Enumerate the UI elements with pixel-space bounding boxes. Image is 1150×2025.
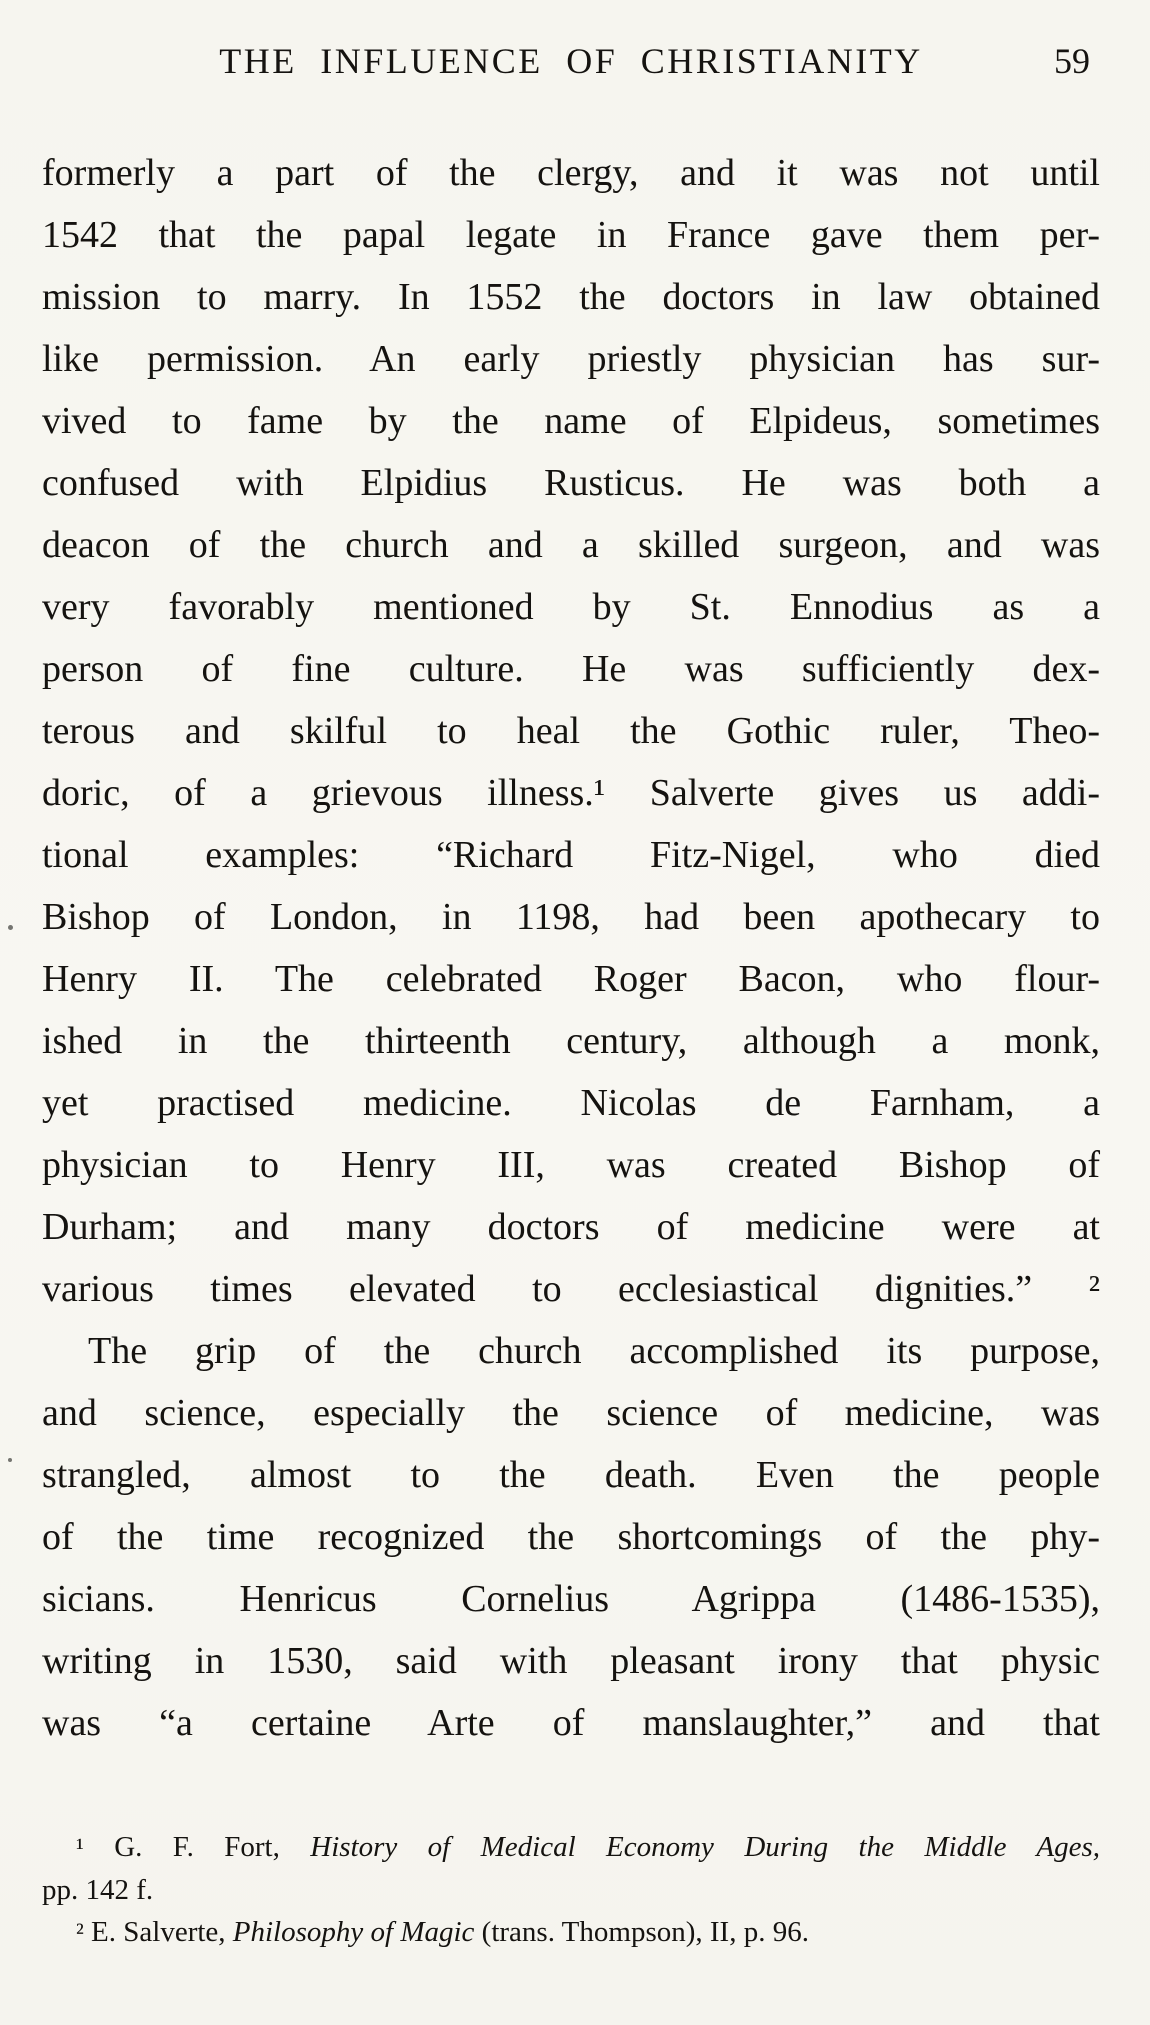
- text-line: vived to fame by the name of Elpideus, sometimes: [42, 400, 1100, 442]
- footnote: [42, 1826, 1100, 1869]
- running-header: [42, 36, 1100, 86]
- text-line: and science, especially the science of medicine, was: [42, 1392, 1100, 1434]
- text-line: of the time recognized the shortcomings of the phy-: [42, 1516, 1100, 1558]
- footnote-text: G. F. Fort,: [83, 1831, 311, 1863]
- page-number: 59: [1054, 41, 1090, 81]
- text-line: terous and skilful to heal the Gothic ruler, Theo-: [42, 710, 1100, 752]
- text-line: various times elevated to ecclesiastical dignities.” ²: [42, 1268, 1100, 1310]
- text-line: yet practised medicine. Nicolas de Farnham, a: [42, 1082, 1100, 1124]
- text-line: was “a certaine Arte of manslaughter,” and that: [42, 1702, 1100, 1744]
- footnotes: [42, 1826, 1100, 1954]
- footnote: [42, 1911, 1100, 1954]
- text-line: person of fine culture. He was sufficiently dex-: [42, 648, 1100, 690]
- text-line: 1542 that the papal legate in France gave them per-: [42, 214, 1100, 256]
- footnote-text: (trans. Thompson), II, p. 96.: [474, 1916, 809, 1948]
- text-line: Henry II. The celebrated Roger Bacon, who flour-: [42, 958, 1100, 1000]
- text-line: writing in 1530, said with pleasant irony that physic: [42, 1640, 1100, 1682]
- footnote-continuation: pp. 142 f.: [42, 1874, 154, 1906]
- body-text: [42, 142, 1100, 1754]
- text-line: very favorably mentioned by St. Ennodius as a: [42, 586, 1100, 628]
- text-line: like permission. An early priestly physician has sur-: [42, 338, 1100, 380]
- text-line: mission to marry. In 1552 the doctors in law obtained: [42, 276, 1100, 318]
- text-line: deacon of the church and a skilled surgeon, and was: [42, 524, 1100, 566]
- text-line: doric, of a grievous illness.¹ Salverte gives us addi-: [42, 772, 1100, 814]
- text-line: formerly a part of the clergy, and it was not until: [42, 152, 1100, 194]
- text-line: Durham; and many doctors of medicine were at: [42, 1206, 1100, 1248]
- text-line: tional examples: “Richard Fitz-Nigel, who died: [42, 834, 1100, 876]
- text-line: physician to Henry III, was created Bishop of: [42, 1144, 1100, 1186]
- text-line: ished in the thirteenth century, although a monk,: [42, 1020, 1100, 1062]
- footnote-marker: ²: [76, 1918, 84, 1947]
- footnote-marker: ¹: [76, 1833, 84, 1862]
- running-header-title: THE INFLUENCE OF CHRISTIANITY: [219, 41, 923, 81]
- paragraph: [42, 1320, 1100, 1754]
- text-line: The grip of the church accomplished its purpose,: [88, 1330, 1100, 1372]
- scan-speck: [8, 925, 13, 930]
- text-line: sicians. Henricus Cornelius Agrippa (1486-1535),: [42, 1578, 1100, 1620]
- text-line: strangled, almost to the death. Even the people: [42, 1454, 1100, 1496]
- footnote-work-title: History of Medical Economy During the Middle Ages,: [310, 1831, 1100, 1863]
- footnote-text: E. Salverte,: [83, 1916, 233, 1948]
- text-line: confused with Elpidius Rusticus. He was both a: [42, 462, 1100, 504]
- text-line: Bishop of London, in 1198, had been apothecary to: [42, 896, 1100, 938]
- paragraph: [42, 142, 1100, 1320]
- scan-speck: [8, 1458, 12, 1462]
- footnote-work-title: Philosophy of Magic: [232, 1916, 475, 1948]
